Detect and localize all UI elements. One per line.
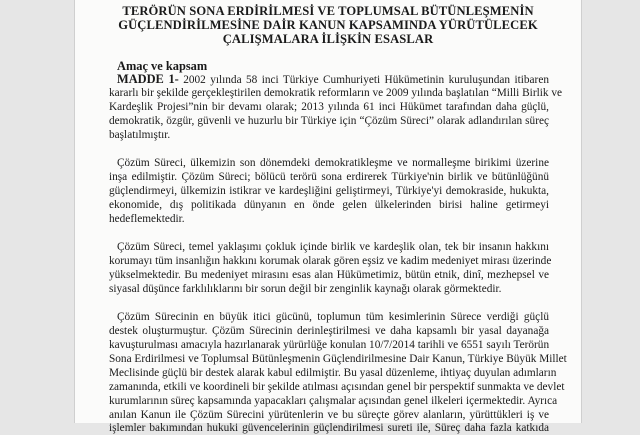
section-heading: Amaç ve kapsam xyxy=(117,59,208,73)
paragraph3-line: korumayı tüm insanlığın hakkını korumak olarak gören eşsiz ve kadim medeniyet mirası üzerinde xyxy=(109,255,552,267)
paragraph4-line: kavuşturulması amacıyla hazırlanarak yürürlüğe konulan 10/7/2014 tarihli ve 6551 sayılı Terörün xyxy=(109,339,550,351)
paragraph3-line: yükselmektedir. Bu medeniyet mirasını esas alan Hükümetimiz, bütün etnik, dinî, mezhepsel ve xyxy=(109,269,549,281)
document-title-line-3: ÇALIŞMALARA İLİŞKİN ESASLAR xyxy=(222,32,434,46)
paragraph4-line: Sona Erdirilmesi ve Toplumsal Bütünleşmenin Güçlendirilmesine Dair Kanun, Türkiye Büyük Millet xyxy=(109,353,567,365)
paragraph2-line: ekonomide, dış politikada dünyanın en önde gelen ülkelerinden birisi haline getirmeyi xyxy=(109,199,549,211)
paragraph4-line: zamanında, etkili ve koordineli bir şekilde atılması açısından genel bir perspektif sunmakta ve devlet xyxy=(109,381,565,393)
paragraph1-line: başlatılmıştır. xyxy=(109,129,171,141)
paragraph4-line: anılan Kanun ile Çözüm Sürecini yürütenlerin ve bu süreçte görev alanların, yürüttükleri iş ve xyxy=(109,409,549,421)
paragraph2-line: inşa edilmiştir. Çözüm Süreci; bölücü terörü sona erdirerek Türkiye'nin birlik ve bütünlüğünü xyxy=(109,171,549,183)
paragraph3-line: siyasal düşünce farklılıklarını bir sorun değil bir zenginlik kaynağı olarak görmektedir. xyxy=(109,283,502,295)
article-first-line-text: 2002 yılında 58 inci Türkiye Cumhuriyeti Hükümetinin kuruluşundan itibaren xyxy=(178,74,549,86)
paragraph1-line: demokratik, özgür, güvenli ve huzurlu bir Türkiye için “Çözüm Süreci” olarak adlandırılan süreç xyxy=(109,115,549,127)
paragraph3-line: Çözüm Süreci, temel yaklaşımı çokluk içinde birlik ve kardeşlik olan, tek bir insanın hakkını xyxy=(117,241,549,253)
document-title-line-1: TERÖRÜN SONA ERDİRİLMESİ VE TOPLUMSAL BÜTÜNLEŞMENİN xyxy=(122,4,534,18)
document-title-line-2: GÜÇLENDİRİLMESİNE DAİR KANUN KAPSAMINDA YÜRÜTÜLECEK xyxy=(118,18,538,32)
paragraph4-line: Meclisinde güçlü bir destek alarak kabul edilmiştir. Bu yasal düzenleme, ihtiyaç duyulan adımların xyxy=(109,367,557,379)
paragraph4-line: işlemler bakımından hukuki güvencelerinin güçlendirilmesi sureti ile, Süreç daha fazla katkıda xyxy=(109,422,549,434)
article-label: MADDE 1- xyxy=(117,72,179,86)
paragraph4-line: Çözüm Sürecinin en büyük itici gücünü, toplumun tüm kesimlerinin Sürece verdiği güçlü xyxy=(117,311,549,323)
paragraph2-line: güçlendirmeyi, ülkemizin istikrar ve kardeşliğini geliştirmeyi, Türkiye'yi demokraside, hukukta, xyxy=(109,185,549,197)
document-page xyxy=(74,0,582,434)
paragraph2-line: hedeflemektedir. xyxy=(109,213,185,225)
paragraph4-line: kurumlarının süreç kapsamında yapacakları çalışmalar açısından genel ilkeleri içermektedir. Ayrıca xyxy=(109,395,558,407)
paragraph1-line: Kardeşlik Projesi”nin bir devamı olarak; 2013 yılında 61 inci Hükümet tarafından daha güçlü, xyxy=(109,101,549,113)
paragraph1-line: kararlı bir şekilde gerçekleştirilen demokratik reformların ve 2009 yılında başlatılan “Milli Birlik ve xyxy=(109,87,562,99)
article-first-line xyxy=(117,72,549,87)
paragraph2-line: Çözüm Süreci, ülkemizin son dönemdeki demokratikleşme ve normalleşme birikimi üzerine xyxy=(117,157,549,169)
paragraph4-line: destek oluşturmuştur. Çözüm Sürecinin derinleştirilmesi ve daha kapsamlı bir yasal dayanağa xyxy=(109,325,549,337)
